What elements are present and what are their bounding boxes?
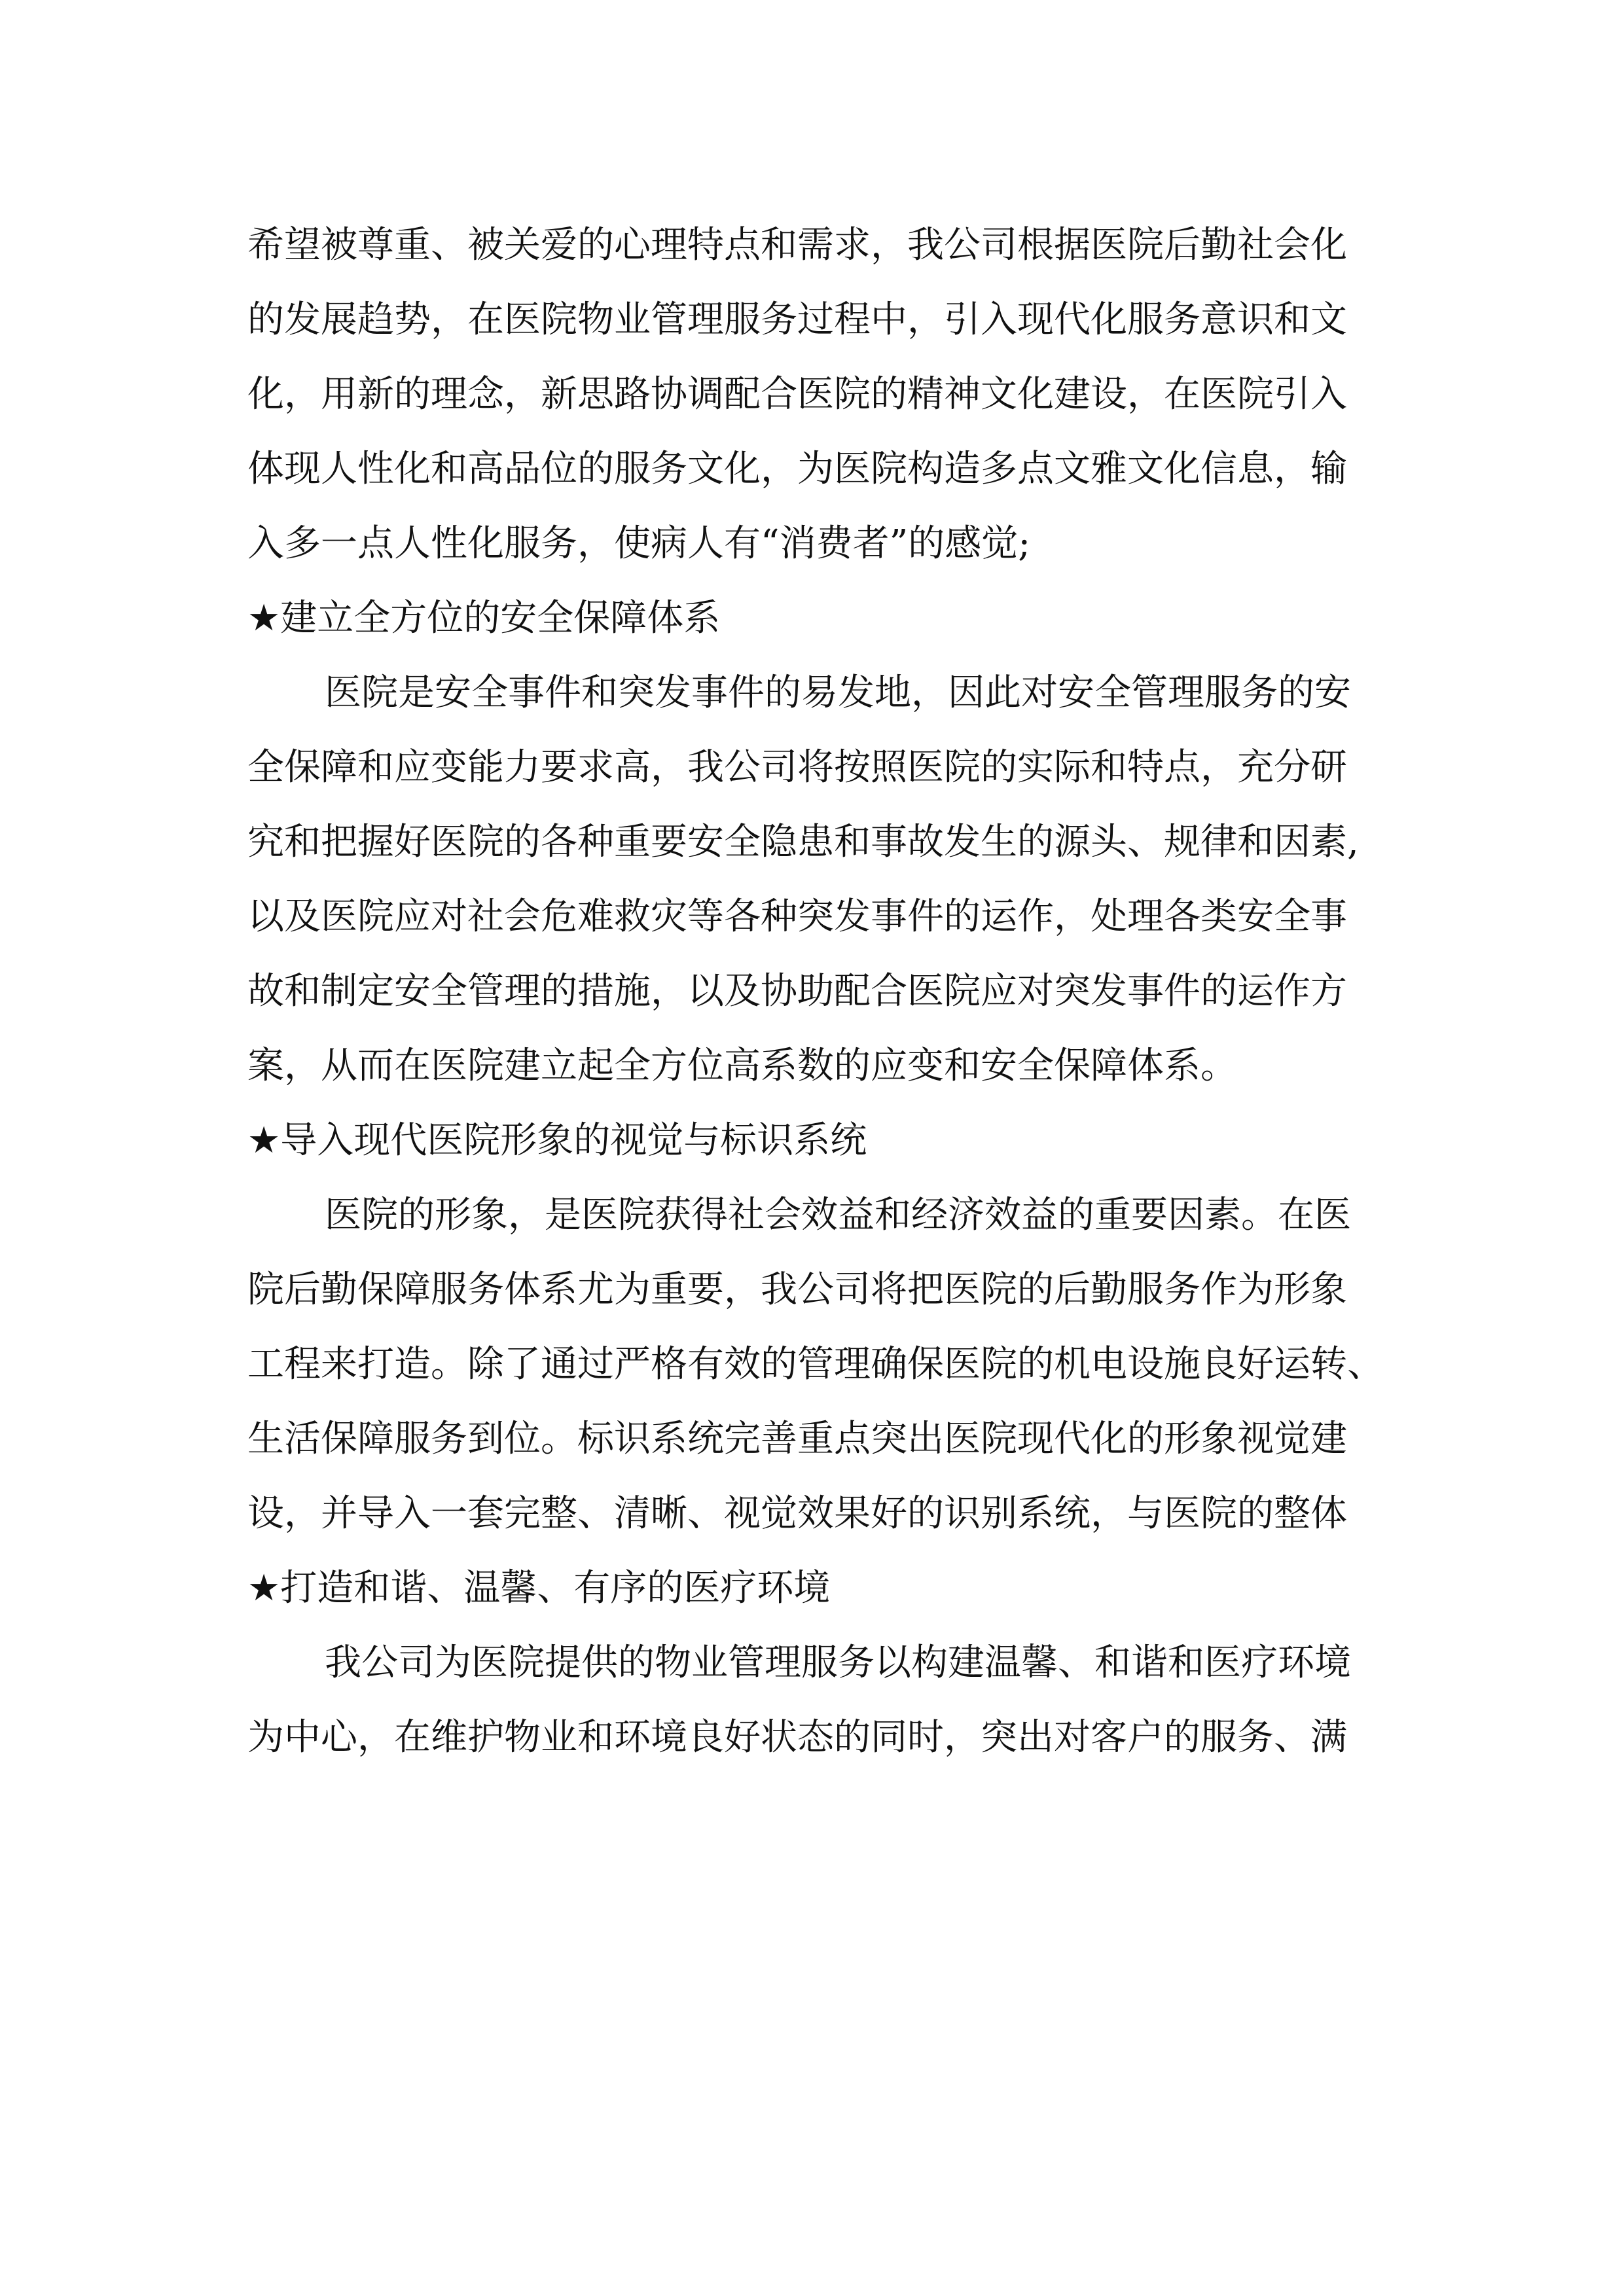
paragraph-line: 希望被尊重、被关爱的心理特点和需求，我公司根据医院后勤社会化: [247, 224, 1347, 266]
paragraph-line: 工程来打造。除了通过严格有效的管理确保医院的机电设施良好运转、: [247, 1343, 1384, 1386]
paragraph-line: 体现人性化和高品位的服务文化，为医院构造多点文雅文化信息，输: [247, 448, 1347, 490]
star-icon: ★: [247, 1567, 281, 1609]
paragraph-line: 医院是安全事件和突发事件的易发地，因此对安全管理服务的安: [325, 672, 1351, 714]
star-icon: ★: [247, 597, 281, 639]
section-heading-image: [247, 1115, 1399, 1167]
paragraph-line: 院后勤保障服务体系尤为重要，我公司将把医院的后勤服务作为形象: [247, 1268, 1347, 1311]
paragraph-line: 为中心，在维护物业和环境良好状态的同时，突出对客户的服务、满: [247, 1716, 1347, 1759]
section-heading-security: [247, 592, 1399, 645]
paragraph-line: 我公司为医院提供的物业管理服务以构建温馨、和谐和医疗环境: [325, 1641, 1351, 1684]
paragraph-line: 设，并导入一套完整、清晰、视觉效果好的识别系统，与医院的整体: [247, 1492, 1347, 1535]
paragraph-line: 全保障和应变能力要求高，我公司将按照医院的实际和特点，充分研: [247, 746, 1347, 789]
paragraph-line: 案，从而在医院建立起全方位高系数的应变和安全保障体系。: [247, 1045, 1237, 1087]
star-icon: ★: [247, 1119, 281, 1162]
section-heading-text: 导入现代医院形象的视觉与标识系统: [280, 1119, 867, 1162]
paragraph-line: 生活保障服务到位。标识系统完善重点突出医院现代化的形象视觉建: [247, 1418, 1347, 1460]
paragraph-line: 入多一点人性化服务，使病人有“消费者”的感觉;: [247, 522, 1031, 565]
paragraph-line: 以及医院应对社会危难救灾等各种突发事件的运作，处理各类安全事: [247, 895, 1347, 938]
section-heading-text: 建立全方位的安全保障体系: [280, 597, 721, 639]
section-heading-environment: [247, 1562, 1399, 1615]
paragraph-line: 医院的形象，是医院获得社会效益和经济效益的重要因素。在医: [325, 1194, 1351, 1236]
paragraph-line: 究和把握好医院的各种重要安全隐患和事故发生的源头、规律和因素,: [247, 821, 1359, 863]
paragraph-line: 的发展趋势，在医院物业管理服务过程中，引入现代化服务意识和文: [247, 298, 1347, 341]
paragraph-line: 化，用新的理念，新思路协调配合医院的精神文化建设，在医院引入: [247, 373, 1347, 416]
section-heading-text: 打造和谐、温馨、有序的医疗环境: [280, 1567, 831, 1609]
paragraph-line: 故和制定安全管理的措施，以及协助配合医院应对突发事件的运作方: [247, 970, 1347, 1013]
